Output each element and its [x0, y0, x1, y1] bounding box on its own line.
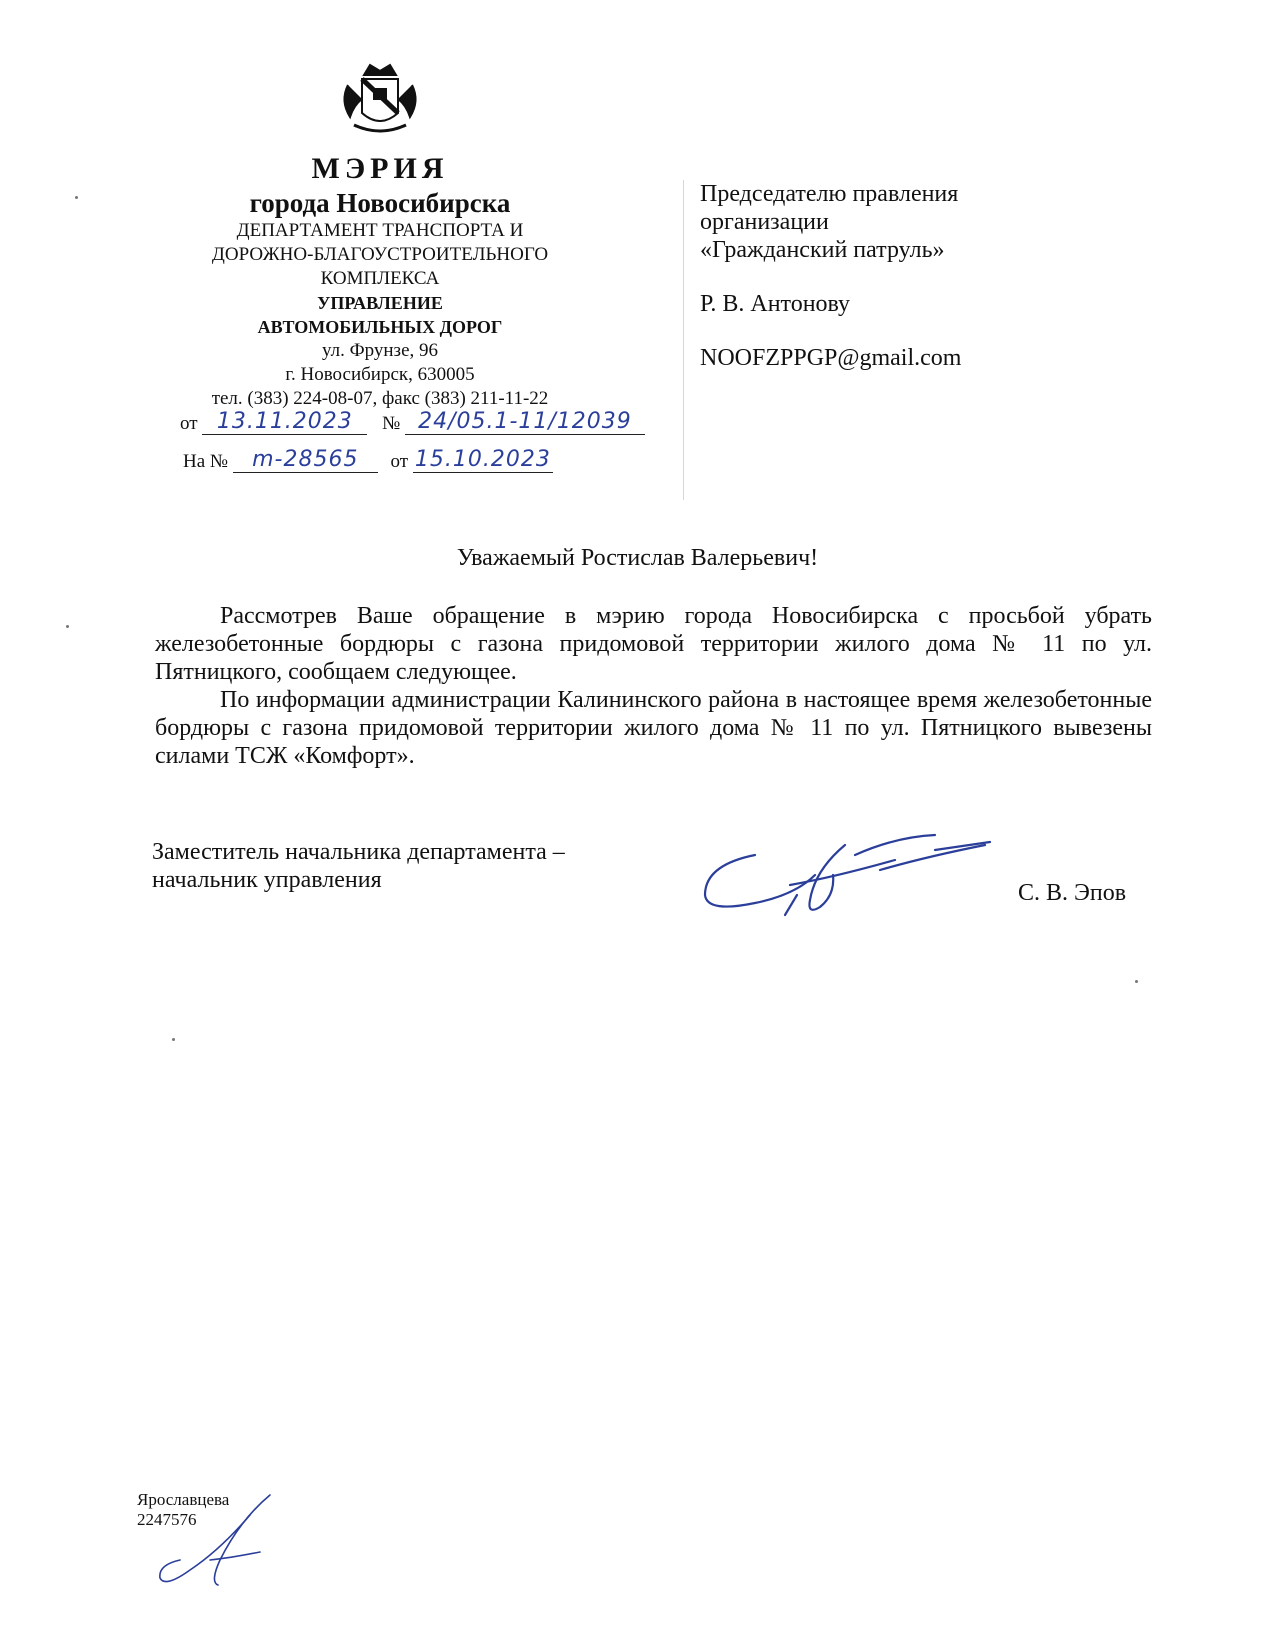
scan-speck	[172, 1038, 175, 1041]
incoming-from-label: от	[390, 451, 409, 472]
department-line-2: ДОРОЖНО-БЛАГОУСТРОИТЕЛЬНОГО	[211, 244, 549, 265]
signatory-title-line-1: Заместитель начальника департамента –	[152, 839, 565, 865]
city-zip: г. Новосибирск, 630005	[285, 364, 475, 385]
scan-speck	[66, 625, 69, 628]
addressee-line-1: Председателю правления	[700, 181, 959, 207]
salutation: Уважаемый Ростислав Валерьевич!	[456, 545, 819, 571]
street-address: ул. Фрунзе, 96	[321, 340, 438, 361]
handwritten-signature	[695, 815, 1005, 930]
number-label: №	[382, 413, 401, 434]
signatory-title-line-2: начальник управления	[152, 867, 382, 893]
scan-speck	[1135, 980, 1138, 983]
scan-speck	[75, 196, 78, 199]
incoming-number: m-28565	[233, 448, 378, 473]
administration-line-1: УПРАВЛЕНИЕ	[317, 293, 443, 313]
department-line-1: ДЕПАРТАМЕНТ ТРАНСПОРТА И	[236, 220, 524, 241]
phone-fax: тел. (383) 224-08-07, факс (383) 211-11-22	[211, 388, 549, 409]
letterhead	[170, 55, 590, 411]
reply-to-label: На №	[183, 451, 229, 472]
administration-line-2: АВТОМОБИЛЬНЫХ ДОРОГ	[257, 317, 503, 337]
signatory-name: С. В. Эпов	[1018, 880, 1127, 906]
addressee-line-2: организации	[700, 209, 829, 235]
body-paragraph-2: По информации администрации Калининского района в настоящее время железобетонные бордюры с газона придомовой территории жилого дома № 11 по ул. Пятницкого вывезены силами ТСЖ «Комфорт».	[155, 687, 1152, 769]
body-paragraph-1: Рассмотрев Ваше обращение в мэрию города Новосибирска с просьбой убрать железобетонные бордюры с газона придомовой территории жилого дома № 11 по ул. Пятницкого, сообщаем следующее.	[155, 603, 1152, 685]
outgoing-date: 13.11.2023	[202, 410, 367, 435]
mayor-office-title: МЭРИЯ	[311, 152, 449, 185]
novosibirsk-coat-of-arms-icon	[334, 55, 426, 147]
department-line-3: КОМПЛЕКСА	[320, 268, 440, 289]
addressee-name: Р. В. Антонову	[700, 291, 851, 317]
incoming-registration	[183, 448, 553, 473]
addressee-email: NOOFZPPGP@gmail.com	[700, 345, 962, 371]
executor-name: Ярославцева	[137, 1490, 230, 1509]
executor-initials-signature	[150, 1490, 280, 1590]
executor-phone: 2247576	[137, 1510, 197, 1529]
city-name: города Новосибирска	[249, 188, 511, 218]
header-divider	[683, 180, 684, 500]
outgoing-registration	[180, 410, 645, 435]
outgoing-number: 24/05.1-11/12039	[405, 410, 645, 435]
addressee-organization: «Гражданский патруль»	[700, 237, 945, 263]
signatory-title	[152, 838, 565, 894]
addressee-block	[700, 180, 1120, 372]
from-label: от	[180, 413, 198, 434]
incoming-date: 15.10.2023	[413, 448, 553, 473]
letter-body	[155, 602, 1152, 770]
